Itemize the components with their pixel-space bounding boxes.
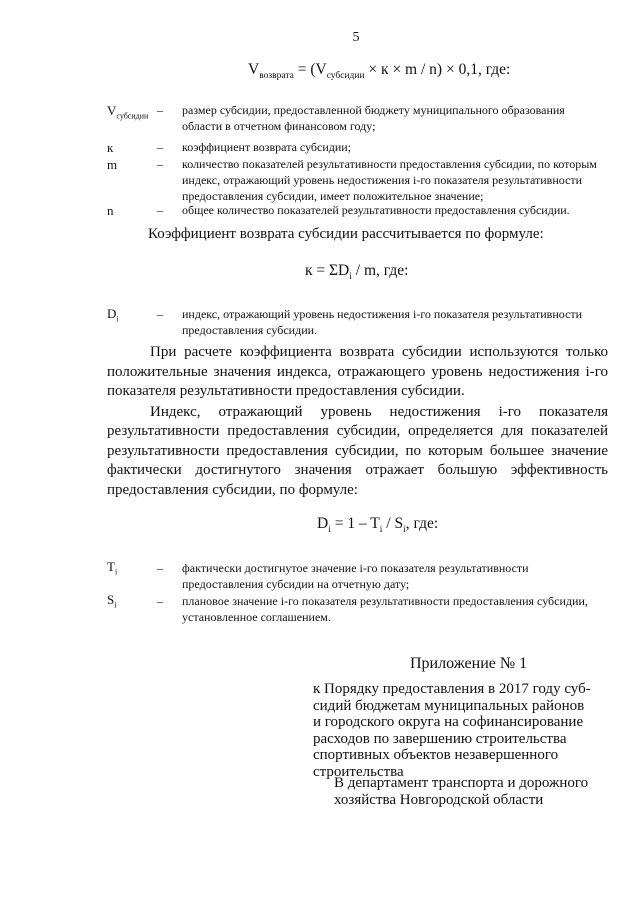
addressee bbox=[334, 775, 624, 808]
formula-subscript: субсидии bbox=[326, 71, 365, 82]
appendix-title: Приложение № 1 bbox=[410, 655, 528, 672]
return-volume-formula bbox=[248, 61, 510, 81]
coefficient-intro: Коэффициент возврата субсидии рассчитывается по формуле: bbox=[148, 226, 544, 242]
paragraph-positive-values: При расчете коэффициента возврата субсидии используются только положительные значения индекса, отражающего уровень недостижения i-го показателя результативности предоставления субсидии. bbox=[107, 344, 608, 399]
definition-dash: – bbox=[157, 103, 163, 117]
formula-part: = (V bbox=[293, 61, 327, 78]
definition-symbol: к bbox=[107, 140, 114, 155]
definition-text: индекс, отражающий уровень недостижения i-го показателя результативности предоставления субсидии. bbox=[182, 307, 583, 337]
definition-text: размер субсидии, предоставленной бюджету муниципального образования области в отчетном финансовом году; bbox=[182, 103, 565, 133]
appendix-reference bbox=[313, 681, 623, 780]
definition-symbol: $D_i$ bbox=[107, 306, 119, 324]
paragraph-index-body: результативности предоставления субсидии, определяется для показателей результативности предоставления субсидии, по которым большее значение фактически достигнутого значения отражает большую эффективность предоставления субсидии, по формуле: bbox=[107, 423, 608, 498]
appendix-line: спортивных объектов незавершенного bbox=[313, 747, 559, 763]
definition-symbol: $S_i$ bbox=[107, 592, 117, 610]
definition-text: фактически достигнутое значение i-го показателя результативности предоставления субсидии на отчетную дату; bbox=[182, 561, 529, 591]
appendix-line: сидий бюджетам муниципальных районов bbox=[313, 697, 585, 714]
definition-symbol: $T_i$ bbox=[107, 559, 118, 577]
page-number: 5 bbox=[352, 30, 360, 45]
addressee-line: хозяйства Новгородской области bbox=[334, 791, 544, 808]
addressee-line: В департамент транспорта и дорожного bbox=[334, 775, 589, 791]
paragraph-index-first-line: Индекс, отражающий уровень недостижения i-го показателя bbox=[150, 404, 609, 420]
definition-dash: – bbox=[157, 157, 163, 171]
definition-text: общее количество показателей результативности предоставления субсидии. bbox=[182, 203, 570, 217]
definition-dash: – bbox=[157, 561, 163, 575]
definition-symbol: n bbox=[107, 203, 114, 218]
definition-dash: – bbox=[157, 203, 163, 217]
definition-dash: – bbox=[157, 594, 163, 608]
definition-dash: – bbox=[157, 307, 163, 321]
appendix-line: расходов по завершению строительства bbox=[313, 730, 567, 747]
coefficient-formula: $к = \Sigma D_i / m$, где: bbox=[305, 262, 409, 283]
definition-text: коэффициент возврата субсидии; bbox=[182, 140, 352, 154]
formula-symbol: V bbox=[248, 61, 260, 78]
appendix-line: и городского округа на софинансирование bbox=[313, 714, 584, 730]
formula-subscript: возврата bbox=[259, 71, 294, 82]
definition-text: плановое значение i-го показателя результативности предоставления субсидии, установленное соглашением. bbox=[182, 594, 588, 624]
appendix-line: к Порядку предоставления в 2017 году суб- bbox=[313, 681, 591, 697]
definition-symbol: m bbox=[107, 157, 118, 172]
definition-text: количество показателей результативности предоставления субсидии, по которым индекс, отражающий уровень недостижения i-го показателя результативности предоставления субсидии, имеет положительное значение; bbox=[182, 157, 597, 203]
definition-symbol: $V_{субсидии}$ bbox=[107, 103, 149, 121]
formula-part: × к × m / n) × 0,1, где: bbox=[364, 61, 511, 78]
appendix-line: строительства bbox=[313, 763, 404, 780]
definition-dash: – bbox=[157, 140, 163, 154]
index-formula: $D_i = 1 - T_i / S_i$, где: bbox=[317, 515, 439, 536]
